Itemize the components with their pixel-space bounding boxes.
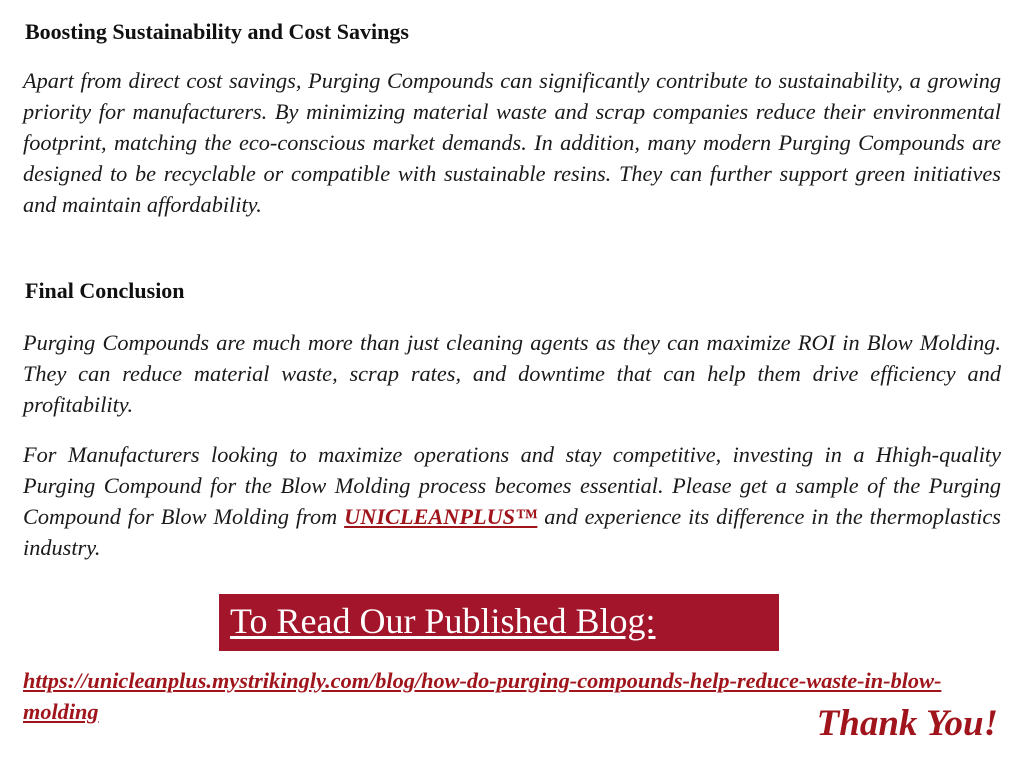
conclusion-paragraph: Purging Compounds are much more than just cleaning agents as they can maximize ROI in Blow Molding. They can reduce material waste, scrap rates, and downtime that can help them drive efficiency and profitability. <box>23 330 1001 417</box>
blog-banner-label: To Read Our Published Blog: <box>230 601 656 641</box>
section-heading-conclusion: Final Conclusion <box>25 278 185 303</box>
sustainability-paragraph: Apart from direct cost savings, Purging Compounds can significantly contribute to sustainability, a growing priority for manufacturers. By minimizing material waste and scrap companies reduce their environmental footprint, matching the eco-conscious market demands. In addition, many modern Purging Compounds are designed to be recyclable or compatible with sustainable resins. They can further support green initiatives and maintain affordability. <box>23 68 1001 217</box>
thank-you-text: Thank You! <box>816 703 998 744</box>
sample-paragraph-lead: For Manufacturers looking to maximize operations and stay competitive, investing in a Hhigh-quality Purging Compound for the Blow Molding process becomes essential. Please get a sample of the Purging Compound for Blow Molding from <box>23 442 1001 529</box>
section-heading-sustainability: Boosting Sustainability and Cost Savings <box>25 19 409 44</box>
blog-banner <box>219 594 779 651</box>
blog-url-link[interactable]: https://unicleanplus.mystrikingly.com/blog/how-do-purging-compounds-help-reduce-waste-in-blow-molding <box>23 668 942 724</box>
sample-paragraph-tail: and experience its difference in the thermoplastics industry. <box>23 504 1001 560</box>
unicleanplus-link[interactable]: UNICLEANPLUS™ <box>344 504 538 529</box>
sample-paragraph <box>23 439 1001 563</box>
